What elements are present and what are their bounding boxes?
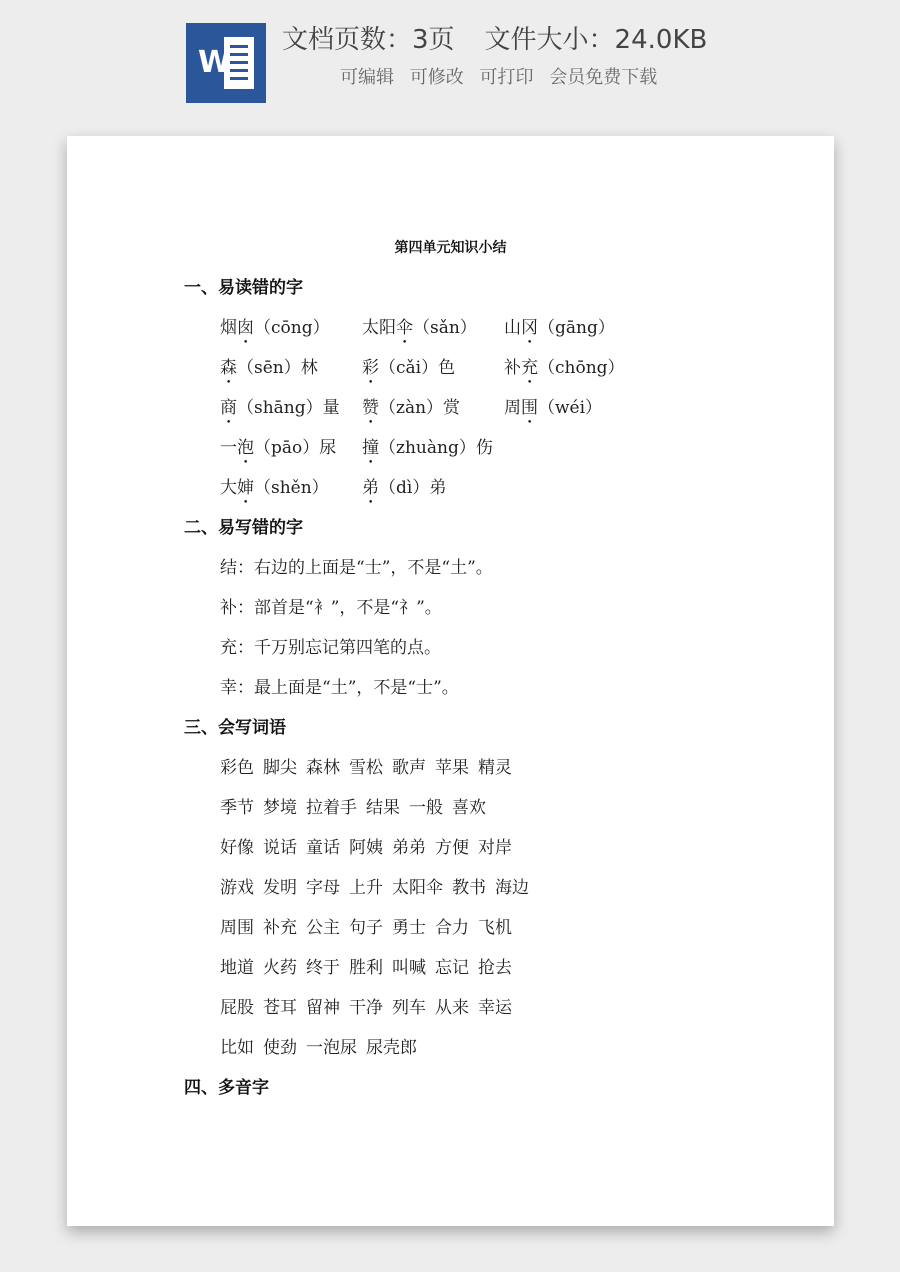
- section-heading-vocabulary: 三、会写词语: [184, 718, 286, 738]
- pinyin-row: [184, 428, 744, 468]
- feature-list: [340, 64, 667, 92]
- vocabulary-word: 一般: [409, 798, 443, 818]
- vocabulary-row: [184, 908, 744, 948]
- vocabulary-word: 胜利: [349, 958, 383, 978]
- writing-note: 补：部首是“衤”，不是“礻”。: [220, 598, 442, 618]
- vocabulary-word: 彩色: [220, 758, 254, 778]
- pinyin-row: [184, 388, 744, 428]
- vocabulary-word: 抢去: [478, 958, 512, 978]
- pinyin-entry: 弟（dì）弟: [362, 478, 447, 498]
- pinyin-entry: 森（sēn）林: [220, 358, 318, 378]
- word-document-icon: [186, 23, 266, 103]
- vocabulary-word: 合力: [435, 918, 469, 938]
- vocabulary-word: 苍耳: [263, 998, 297, 1018]
- vocabulary-word: 雪松: [349, 758, 383, 778]
- vocabulary-word: 上升: [349, 878, 383, 898]
- vocabulary-row: [184, 868, 744, 908]
- pinyin-row: [184, 348, 744, 388]
- vocabulary-word: 比如: [220, 1038, 254, 1058]
- feature-printable: 可打印: [479, 67, 534, 88]
- pinyin-entry: 烟囱（cōng）: [220, 318, 330, 338]
- vocabulary-word: 屁股: [220, 998, 254, 1018]
- vocabulary-row: [184, 788, 744, 828]
- page-count-text: 文档页数：3页: [282, 25, 455, 55]
- pinyin-entry: 周围（wéi）: [504, 398, 603, 418]
- pinyin-row: [184, 308, 744, 348]
- vocabulary-word: 方便: [435, 838, 469, 858]
- vocabulary-word: 苹果: [435, 758, 469, 778]
- vocabulary-word: 句子: [349, 918, 383, 938]
- vocabulary-word: 飞机: [478, 918, 512, 938]
- vocabulary-word: 脚尖: [263, 758, 297, 778]
- vocabulary-word: 留神: [306, 998, 340, 1018]
- vocabulary-word: 干净: [349, 998, 383, 1018]
- pinyin-entry: 商（shāng）量: [220, 398, 340, 418]
- file-size-text: 文件大小：24.0KB: [484, 25, 708, 55]
- vocabulary-word: 忘记: [435, 958, 469, 978]
- vocabulary-word: 季节: [220, 798, 254, 818]
- feature-editable: 可编辑: [340, 67, 394, 88]
- word-logo-letter: W: [198, 45, 232, 80]
- vocabulary-word: 字母: [306, 878, 340, 898]
- section-heading-misread: 一、易读错的字: [184, 278, 303, 298]
- vocabulary-word: 周围: [220, 918, 254, 938]
- feature-member-download: 会员免费下载: [549, 67, 658, 88]
- vocabulary-word: 游戏: [220, 878, 254, 898]
- vocabulary-word: 从来: [435, 998, 469, 1018]
- file-info-title: [282, 20, 802, 60]
- vocabulary-word: 弟弟: [392, 838, 426, 858]
- vocabulary-row: [184, 1028, 744, 1068]
- vocabulary-word: 阿姨: [349, 838, 383, 858]
- pinyin-entry: 一泡（pāo）尿: [220, 438, 337, 458]
- vocabulary-word: 对岸: [478, 838, 512, 858]
- pinyin-entry: 太阳伞（sǎn）: [362, 318, 477, 338]
- pinyin-row: [184, 468, 744, 508]
- vocabulary-word: 童话: [306, 838, 340, 858]
- document-page: [67, 136, 834, 1226]
- vocabulary-word: 教书: [452, 878, 486, 898]
- writing-note: 幸：最上面是“土”，不是“士”。: [220, 678, 459, 698]
- pinyin-entry: 补充（chōng）: [504, 358, 625, 378]
- vocabulary-word: 发明: [263, 878, 297, 898]
- section-heading-miswritten: 二、易写错的字: [184, 518, 303, 538]
- vocabulary-word: 一泡尿: [306, 1038, 357, 1058]
- vocabulary-row: [184, 988, 744, 1028]
- document-title: 第四单元知识小结: [394, 240, 507, 256]
- vocabulary-word: 列车: [392, 998, 426, 1018]
- vocabulary-list: [184, 748, 744, 1068]
- vocabulary-word: 结果: [366, 798, 400, 818]
- vocabulary-word: 地道: [220, 958, 254, 978]
- writing-note: 充：千万别忘记第四笔的点。: [220, 638, 441, 658]
- vocabulary-word: 拉着手: [306, 798, 357, 818]
- vocabulary-word: 精灵: [478, 758, 512, 778]
- writing-note: 结：右边的上面是“士”，不是“土”。: [220, 558, 493, 578]
- vocabulary-row: [184, 948, 744, 988]
- vocabulary-row: [184, 748, 744, 788]
- vocabulary-word: 太阳伞: [392, 878, 443, 898]
- vocabulary-word: 森林: [306, 758, 340, 778]
- vocabulary-word: 好像: [220, 838, 254, 858]
- vocabulary-word: 叫喊: [392, 958, 426, 978]
- vocabulary-word: 尿壳郎: [366, 1038, 417, 1058]
- pinyin-entry: 彩（cǎi）色: [362, 358, 456, 378]
- vocabulary-word: 公主: [306, 918, 340, 938]
- vocabulary-word: 使劲: [263, 1038, 297, 1058]
- vocabulary-word: 勇士: [392, 918, 426, 938]
- vocabulary-word: 喜欢: [452, 798, 486, 818]
- vocabulary-word: 歌声: [392, 758, 426, 778]
- vocabulary-word: 说话: [263, 838, 297, 858]
- vocabulary-word: 终于: [306, 958, 340, 978]
- download-banner: [0, 0, 900, 120]
- feature-modifiable: 可修改: [409, 67, 464, 88]
- vocabulary-word: 梦境: [263, 798, 297, 818]
- section-heading-polyphonic: 四、多音字: [184, 1078, 269, 1098]
- vocabulary-word: 幸运: [478, 998, 512, 1018]
- document-body: [184, 268, 744, 1108]
- pinyin-entry: 赞（zàn）赏: [362, 398, 461, 418]
- vocabulary-word: 火药: [263, 958, 297, 978]
- pinyin-entry: 撞（zhuàng）伤: [362, 438, 493, 458]
- vocabulary-word: 海边: [495, 878, 529, 898]
- vocabulary-word: 补充: [263, 918, 297, 938]
- pinyin-entry: 大婶（shěn）: [220, 478, 329, 498]
- vocabulary-row: [184, 828, 744, 868]
- pinyin-entry: 山冈（gāng）: [504, 318, 615, 338]
